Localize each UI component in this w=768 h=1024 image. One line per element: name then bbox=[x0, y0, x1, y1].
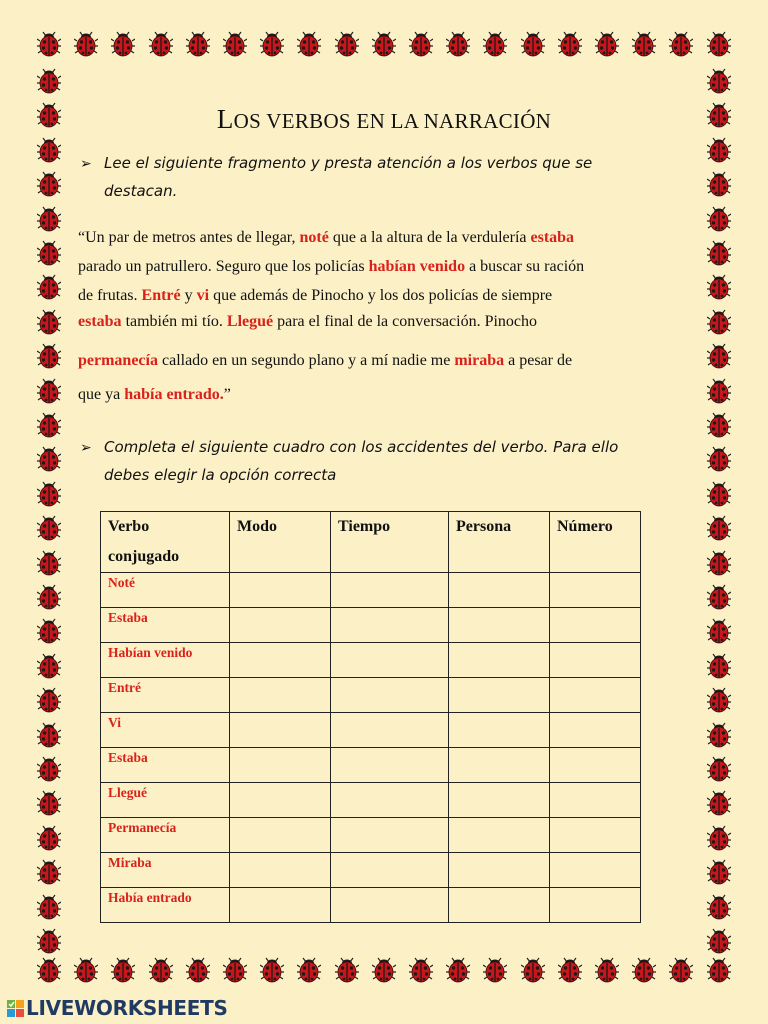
ladybug-icon bbox=[37, 479, 61, 507]
ladybug-icon bbox=[707, 926, 731, 954]
ladybug-icon bbox=[707, 892, 731, 920]
ladybug-icon bbox=[707, 444, 731, 472]
arrow-bullet-icon: ➢ bbox=[80, 440, 92, 456]
verb-cell: Miraba bbox=[101, 853, 230, 888]
persona-answer-cell[interactable] bbox=[449, 888, 550, 923]
ladybug-icon bbox=[707, 238, 731, 266]
modo-answer-cell[interactable] bbox=[230, 888, 331, 923]
tiempo-answer-cell[interactable] bbox=[331, 713, 449, 748]
tiempo-answer-cell[interactable] bbox=[331, 748, 449, 783]
passage-line: de frutas. Entré y vi que además de Pinocho y los dos policías de siempre bbox=[78, 287, 553, 304]
table-row bbox=[101, 783, 641, 818]
ladybug-icon bbox=[37, 582, 61, 610]
ladybug-icon bbox=[74, 29, 98, 57]
ladybug-icon bbox=[186, 955, 210, 983]
passage-line: que ya había entrado.” bbox=[78, 386, 231, 403]
ladybug-icon bbox=[149, 955, 173, 983]
ladybug-icon bbox=[37, 272, 61, 300]
numero-answer-cell[interactable] bbox=[550, 643, 641, 678]
arrow-bullet-icon: ➢ bbox=[80, 156, 92, 172]
modo-answer-cell[interactable] bbox=[230, 643, 331, 678]
table-row bbox=[101, 713, 641, 748]
ladybug-icon bbox=[372, 955, 396, 983]
numero-answer-cell[interactable] bbox=[550, 818, 641, 853]
passage-line: permanecía callado en un segundo plano y a mí nadie me miraba a pesar de bbox=[78, 352, 573, 369]
persona-answer-cell[interactable] bbox=[449, 818, 550, 853]
modo-answer-cell[interactable] bbox=[230, 818, 331, 853]
verb-cell: Permanecía bbox=[101, 818, 230, 853]
ladybug-icon bbox=[37, 754, 61, 782]
persona-answer-cell[interactable] bbox=[449, 783, 550, 818]
table-row bbox=[101, 678, 641, 713]
table-row bbox=[101, 748, 641, 783]
ladybug-icon bbox=[37, 823, 61, 851]
ladybug-icon bbox=[707, 788, 731, 816]
ladybug-icon bbox=[707, 135, 731, 163]
passage-line: parado un patrullero. Seguro que los policías habían venido a buscar su ración bbox=[78, 258, 585, 275]
table-row bbox=[101, 573, 641, 608]
tiempo-answer-cell[interactable] bbox=[331, 853, 449, 888]
ladybug-icon bbox=[372, 29, 396, 57]
ladybug-icon bbox=[707, 410, 731, 438]
header-persona: Persona bbox=[449, 512, 550, 573]
persona-answer-cell[interactable] bbox=[449, 678, 550, 713]
brand-name: LIVEWORKSHEETS bbox=[26, 996, 228, 1020]
header-modo: Modo bbox=[230, 512, 331, 573]
numero-answer-cell[interactable] bbox=[550, 678, 641, 713]
ladybug-icon bbox=[707, 341, 731, 369]
liveworksheets-logo-icon bbox=[6, 998, 26, 1018]
modo-answer-cell[interactable] bbox=[230, 573, 331, 608]
passage-line: estaba también mi tío. Llegué para el final de la conversación. Pinocho bbox=[78, 313, 538, 330]
ladybug-icon bbox=[260, 955, 284, 983]
table-row bbox=[101, 643, 641, 678]
ladybug-icon bbox=[707, 513, 731, 541]
persona-answer-cell[interactable] bbox=[449, 643, 550, 678]
ladybug-icon bbox=[37, 204, 61, 232]
numero-answer-cell[interactable] bbox=[550, 608, 641, 643]
ladybug-icon bbox=[37, 955, 61, 983]
tiempo-answer-cell[interactable] bbox=[331, 888, 449, 923]
tiempo-answer-cell[interactable] bbox=[331, 573, 449, 608]
table-row bbox=[101, 888, 641, 923]
ladybug-icon bbox=[707, 651, 731, 679]
tiempo-answer-cell[interactable] bbox=[331, 643, 449, 678]
liveworksheets-footer[interactable] bbox=[6, 996, 228, 1020]
ladybug-icon bbox=[37, 513, 61, 541]
ladybug-icon bbox=[37, 788, 61, 816]
tiempo-answer-cell[interactable] bbox=[331, 608, 449, 643]
verb-cell: Llegué bbox=[101, 783, 230, 818]
ladybug-icon bbox=[707, 272, 731, 300]
ladybug-icon bbox=[632, 955, 656, 983]
ladybug-icon bbox=[595, 29, 619, 57]
ladybug-icon bbox=[149, 29, 173, 57]
ladybug-icon bbox=[111, 29, 135, 57]
ladybug-icon bbox=[558, 29, 582, 57]
tiempo-answer-cell[interactable] bbox=[331, 678, 449, 713]
ladybug-icon bbox=[74, 955, 98, 983]
numero-answer-cell[interactable] bbox=[550, 888, 641, 923]
table-row bbox=[101, 818, 641, 853]
verb-cell: Había entrado bbox=[101, 888, 230, 923]
ladybug-icon bbox=[707, 720, 731, 748]
ladybug-icon bbox=[37, 616, 61, 644]
ladybug-icon bbox=[669, 955, 693, 983]
tiempo-answer-cell[interactable] bbox=[331, 818, 449, 853]
ladybug-icon bbox=[707, 29, 731, 57]
header-numero: Número bbox=[550, 512, 641, 573]
ladybug-icon bbox=[37, 307, 61, 335]
tiempo-answer-cell[interactable] bbox=[331, 783, 449, 818]
ladybug-icon bbox=[37, 376, 61, 404]
ladybug-icon bbox=[37, 685, 61, 713]
ladybug-icon bbox=[707, 616, 731, 644]
ladybug-icon bbox=[595, 955, 619, 983]
ladybug-icon bbox=[335, 955, 359, 983]
persona-answer-cell[interactable] bbox=[449, 713, 550, 748]
ladybug-icon bbox=[37, 857, 61, 885]
numero-answer-cell[interactable] bbox=[550, 748, 641, 783]
ladybug-icon bbox=[223, 29, 247, 57]
ladybug-icon bbox=[707, 169, 731, 197]
ladybug-icon bbox=[37, 892, 61, 920]
table-row bbox=[101, 608, 641, 643]
modo-answer-cell[interactable] bbox=[230, 678, 331, 713]
numero-answer-cell[interactable] bbox=[550, 573, 641, 608]
ladybug-icon bbox=[297, 29, 321, 57]
ladybug-icon bbox=[37, 238, 61, 266]
modo-answer-cell[interactable] bbox=[230, 608, 331, 643]
page-title: LOS VERBOS EN LA NARRACIÓN bbox=[216, 104, 552, 134]
instruction-read: ➢ Lee el siguiente fragmento y presta atención a los verbos que se destacan. bbox=[80, 150, 640, 205]
ladybug-icon bbox=[707, 376, 731, 404]
ladybug-icon bbox=[707, 307, 731, 335]
ladybug-icon bbox=[37, 135, 61, 163]
ladybug-icon bbox=[297, 955, 321, 983]
ladybug-icon bbox=[37, 29, 61, 57]
persona-answer-cell[interactable] bbox=[449, 748, 550, 783]
ladybug-icon bbox=[335, 29, 359, 57]
ladybug-icon bbox=[707, 857, 731, 885]
verb-cell: Estaba bbox=[101, 748, 230, 783]
persona-answer-cell[interactable] bbox=[449, 573, 550, 608]
ladybug-icon bbox=[37, 651, 61, 679]
verb-cell: Vi bbox=[101, 713, 230, 748]
instruction-complete: ➢ Completa el siguiente cuadro con los accidentes del verbo. Para ello debes elegir la opción correcta bbox=[80, 434, 640, 489]
verb-cell: Habían venido bbox=[101, 643, 230, 678]
ladybug-icon bbox=[707, 754, 731, 782]
numero-answer-cell[interactable] bbox=[550, 783, 641, 818]
ladybug-icon bbox=[37, 66, 61, 94]
ladybug-icon bbox=[483, 955, 507, 983]
ladybug-icon bbox=[558, 955, 582, 983]
ladybug-icon bbox=[37, 410, 61, 438]
ladybug-icon bbox=[37, 926, 61, 954]
ladybug-icon bbox=[409, 955, 433, 983]
ladybug-icon bbox=[707, 479, 731, 507]
verb-table bbox=[100, 511, 641, 923]
header-tiempo: Tiempo bbox=[331, 512, 449, 573]
ladybug-icon bbox=[669, 29, 693, 57]
numero-answer-cell[interactable] bbox=[550, 713, 641, 748]
numero-answer-cell[interactable] bbox=[550, 853, 641, 888]
table-header-row bbox=[101, 512, 641, 573]
ladybug-icon bbox=[446, 29, 470, 57]
ladybug-icon bbox=[707, 823, 731, 851]
modo-answer-cell[interactable] bbox=[230, 783, 331, 818]
ladybug-icon bbox=[707, 685, 731, 713]
ladybug-icon bbox=[707, 955, 731, 983]
verb-cell: Noté bbox=[101, 573, 230, 608]
ladybug-icon bbox=[521, 955, 545, 983]
header-verbo-conjugado: Verbo conjugado bbox=[101, 512, 230, 573]
ladybug-icon bbox=[37, 720, 61, 748]
ladybug-icon bbox=[707, 204, 731, 232]
table-row bbox=[101, 853, 641, 888]
ladybug-icon bbox=[521, 29, 545, 57]
modo-answer-cell[interactable] bbox=[230, 713, 331, 748]
ladybug-icon bbox=[446, 955, 470, 983]
verb-cell: Estaba bbox=[101, 608, 230, 643]
ladybug-icon bbox=[37, 548, 61, 576]
ladybug-icon bbox=[186, 29, 210, 57]
verb-cell: Entré bbox=[101, 678, 230, 713]
passage-line: “Un par de metros antes de llegar, noté que a la altura de la verdulería estaba bbox=[78, 229, 575, 246]
ladybug-icon bbox=[111, 955, 135, 983]
ladybug-icon bbox=[707, 66, 731, 94]
persona-answer-cell[interactable] bbox=[449, 608, 550, 643]
ladybug-icon bbox=[223, 955, 247, 983]
modo-answer-cell[interactable] bbox=[230, 853, 331, 888]
ladybug-icon bbox=[409, 29, 433, 57]
ladybug-icon bbox=[37, 169, 61, 197]
ladybug-icon bbox=[707, 582, 731, 610]
ladybug-icon bbox=[632, 29, 656, 57]
ladybug-icon bbox=[37, 444, 61, 472]
modo-answer-cell[interactable] bbox=[230, 748, 331, 783]
ladybug-icon bbox=[260, 29, 284, 57]
ladybug-icon bbox=[707, 548, 731, 576]
persona-answer-cell[interactable] bbox=[449, 853, 550, 888]
ladybug-icon bbox=[37, 341, 61, 369]
ladybug-icon bbox=[483, 29, 507, 57]
